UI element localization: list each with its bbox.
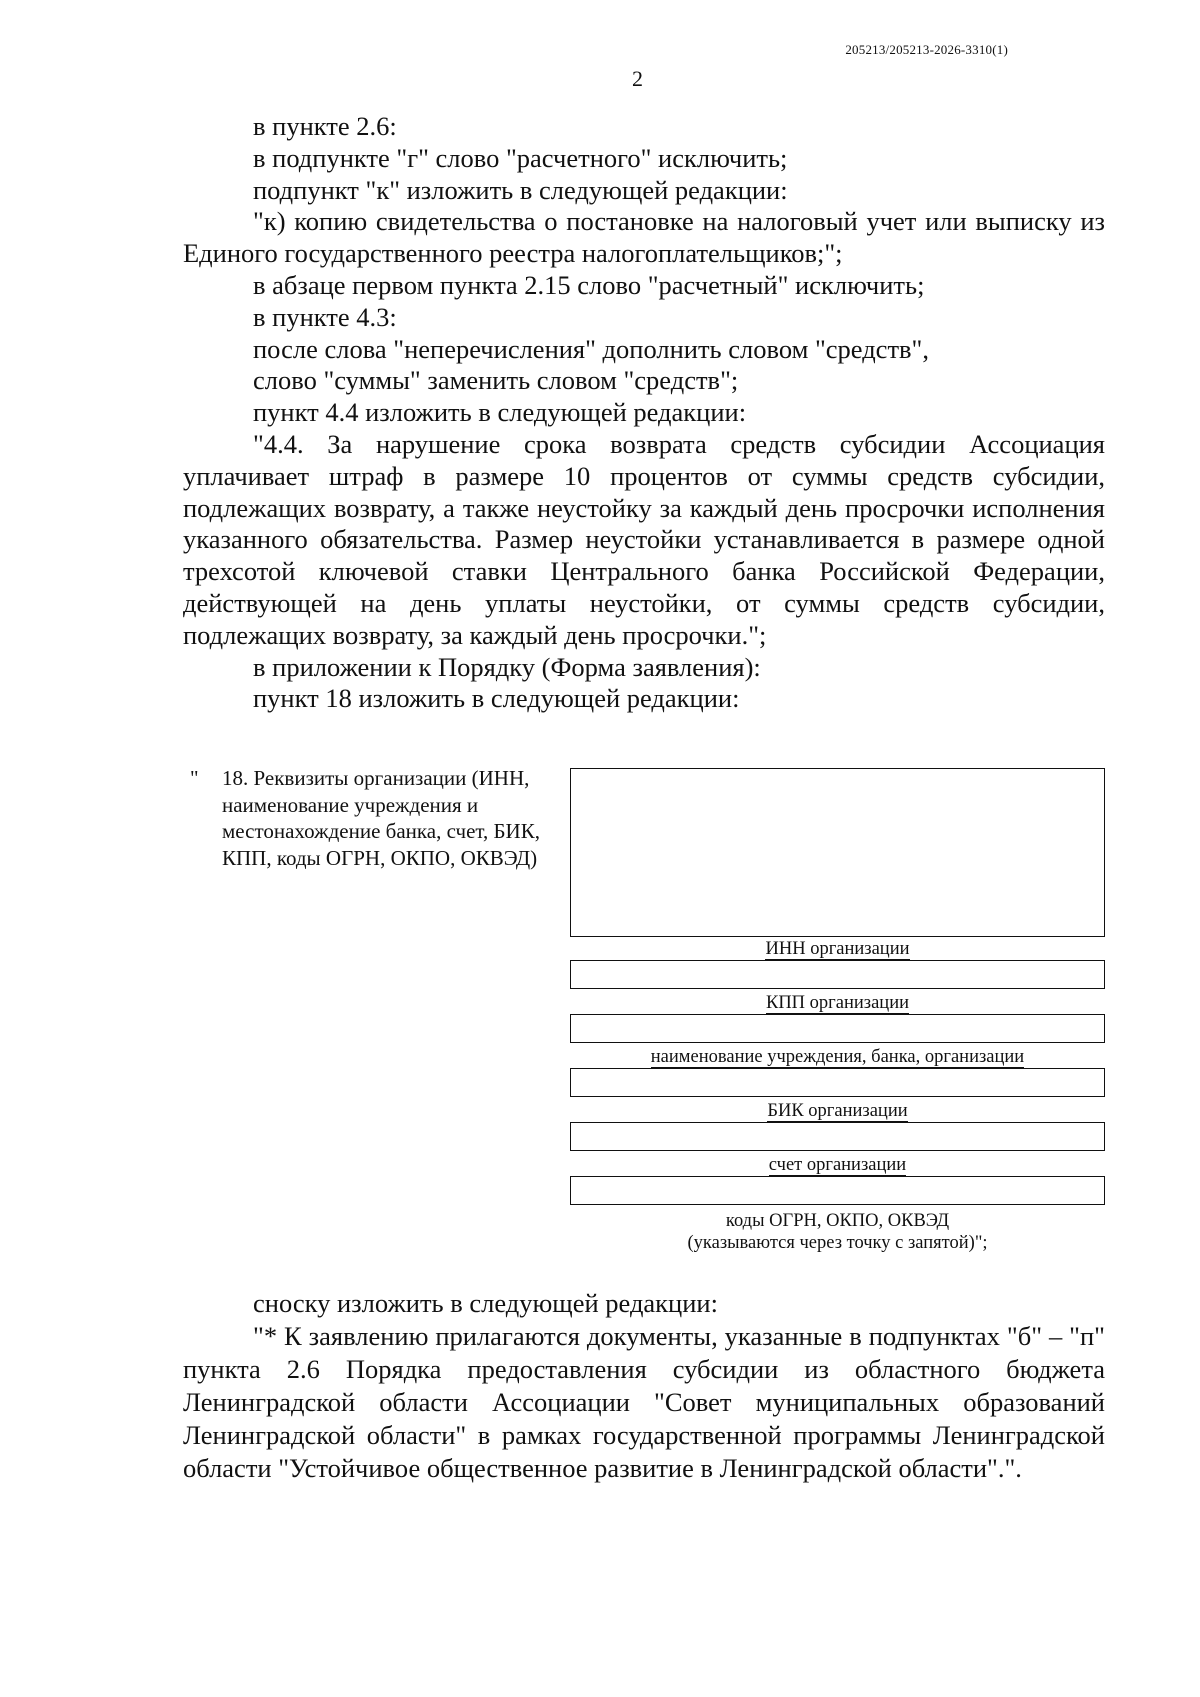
paragraph: пункт 18 изложить в следующей редакции: [253, 683, 740, 714]
paragraph: сноску изложить в следующей редакции: [253, 1288, 718, 1318]
field-box [570, 1014, 1105, 1043]
document-id: 205213/205213-2026-3310(1) [845, 42, 1008, 57]
open-quote: " [190, 766, 199, 790]
form-item-label-text: 18. Реквизиты организации (ИНН, наименование учреждения и местонахождение банка, счет, БИК, КПП, коды ОГРН, ОКПО, ОКВЭД) [222, 766, 540, 870]
field-caption-note: (указываются через точку с запятой)"; [687, 1233, 988, 1253]
paragraph: в приложении к Порядку (Форма заявления): [253, 651, 761, 682]
field-box [570, 1122, 1105, 1151]
paragraph: "к) копию свидетельства о постановке на налоговый учет или выписку из Единого государственного реестра налогоплательщиков;"; [183, 206, 1105, 269]
form-item-label [190, 765, 550, 871]
page-number: 2 [632, 66, 643, 91]
field-box [570, 1176, 1105, 1205]
paragraph: подпункт "к" изложить в следующей редакции: [253, 174, 788, 205]
field-box [570, 960, 1105, 989]
field-caption: БИК организации [767, 1101, 908, 1121]
paragraph: в подпункте "г" слово "расчетного" исключить; [253, 142, 788, 173]
field-caption: наименование учреждения, банка, организации [650, 1047, 1025, 1067]
field-caption: ИНН организации [765, 939, 910, 959]
paragraph: пункт 4.4 изложить в следующей редакции: [253, 397, 747, 428]
field-caption: КПП организации [765, 993, 909, 1013]
amendment-text [183, 111, 1105, 715]
paragraph: "4.4. За нарушение срока возврата средств субсидии Ассоциация уплачивает штраф в размере 10 процентов от суммы средств субсидии, подлежащих возврату, а также неустойку за каждый день просрочки исполнения указанного обязательства. Размер неустойки устанавливается в размере одной трехсотой ключевой ставки Центрального банка Российской Федерации, действующей на день уплаты неустойки, от суммы средств субсидии, подлежащих возврату, за каждый день просрочки."; [183, 428, 1105, 650]
paragraph: в пункте 4.3: [253, 301, 397, 332]
field-caption: коды ОГРН, ОКПО, ОКВЭД [725, 1211, 950, 1231]
paragraph: "* К заявлению прилагаются документы, указанные в подпунктах "б" – "п" пункта 2.6 Порядка предоставления субсидии из областного бюджета Ленинградской области Ассоциации "Совет муниципальных образований Ленинградской области" в рамках государственной программы Ленинградской области "Устойчивое общественное развитие в Ленинградской области".". [183, 1321, 1105, 1483]
field-box [570, 1068, 1105, 1097]
field-caption: счет организации [768, 1155, 907, 1175]
paragraph: после слова "неперечисления" дополнить словом "средств", [253, 333, 929, 364]
paragraph: в абзаце первом пункта 2.15 слово "расчетный" исключить; [253, 269, 925, 300]
paragraph: слово "суммы" заменить словом "средств"; [253, 365, 739, 396]
paragraph: в пункте 2.6: [253, 111, 397, 141]
footnote-text [183, 1287, 1105, 1485]
requisites-box [570, 768, 1105, 937]
